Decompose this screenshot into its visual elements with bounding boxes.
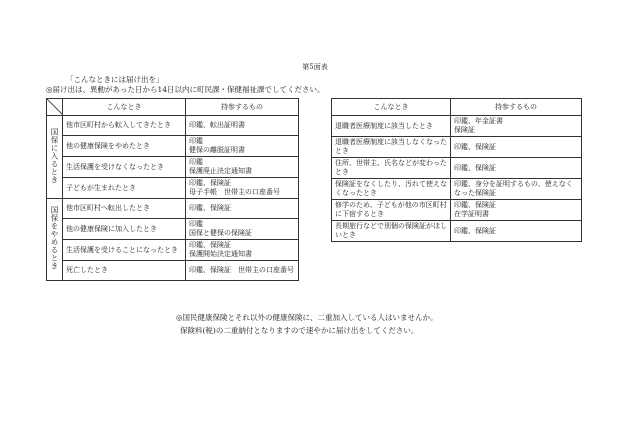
- left-bring-cell: 印鑑 健保の離脱証明書: [186, 136, 299, 157]
- footer-line-2: 保険料(税)の二重納付となりますので速やかに届け出をしてください。: [180, 326, 419, 335]
- table-row: [332, 137, 582, 158]
- table-row: [47, 157, 299, 178]
- left-bring-cell: 印鑑 国保と健保の保険証: [186, 219, 299, 240]
- right-header-bring: 持参するもの: [451, 99, 582, 116]
- left-header-when: こんなとき: [63, 99, 186, 116]
- page-label: 第5面表: [302, 63, 328, 71]
- corner-diagonal: [47, 99, 63, 115]
- left-when-cell: 他の健康保険をやめたとき: [63, 136, 186, 157]
- left-header-bring: 持参するもの: [186, 99, 299, 116]
- table-row: [47, 136, 299, 157]
- table-row: [47, 240, 299, 261]
- table-row: [47, 116, 299, 136]
- right-bring-cell: 印鑑、年金証書 保険証: [451, 116, 582, 137]
- table-row: [332, 158, 582, 179]
- left-bring-cell: 印鑑 保護廃止決定通知書: [186, 157, 299, 178]
- table-row: [332, 116, 582, 137]
- left-bring-cell: 印鑑、転出証明書: [186, 116, 299, 136]
- left-bring-cell: 印鑑、保険証 保護開始決定通知書: [186, 240, 299, 261]
- right-table: [331, 98, 582, 242]
- left-bring-cell: 印鑑、保険証 母子手帳 世帯主の口座番号: [186, 178, 299, 199]
- right-header-when: こんなとき: [332, 99, 451, 116]
- right-when-cell: 修学のため、子どもが他の市区町村に下宿するとき: [332, 200, 451, 221]
- right-when-cell: 長期旅行などで別個の保険証がほしいとき: [332, 221, 451, 242]
- group-in-label: 国保に入るとき: [50, 127, 59, 184]
- right-when-cell: 退職者医療制度に該当しなくなったとき: [332, 137, 451, 158]
- corner-cell: [47, 99, 63, 116]
- right-bring-cell: 印鑑、保険証: [451, 221, 582, 242]
- table-row: [47, 178, 299, 199]
- table-row: [332, 200, 582, 221]
- left-when-cell: 生活保護を受けることになったとき: [63, 240, 186, 261]
- right-when-cell: 住所、世帯主、氏名などが変わったとき: [332, 158, 451, 179]
- right-bring-cell: 印鑑、保険証 在学証明書: [451, 200, 582, 221]
- group-in-cell: [47, 116, 63, 199]
- left-when-cell: 他市区町村へ転出したとき: [63, 199, 186, 219]
- left-when-cell: 他市区町村から転入してきたとき: [63, 116, 186, 136]
- table-row: [47, 219, 299, 240]
- footer-line-1: ◎国民健康保険とそれ以外の健康保険に、二重加入している人はいませんか。: [176, 313, 438, 322]
- left-bring-cell: 印鑑、保険証 世帯主の口座番号: [186, 261, 299, 281]
- section-heading: 「こんなときには届け出を」: [66, 75, 164, 84]
- table-row: [47, 199, 299, 219]
- right-bring-cell: 印鑑、身分を証明するもの、使えなくなった保険証: [451, 179, 582, 200]
- left-when-cell: 生活保護を受けなくなったとき: [63, 157, 186, 178]
- left-when-cell: 子どもが生まれたとき: [63, 178, 186, 199]
- right-when-cell: 退職者医療制度に該当したとき: [332, 116, 451, 137]
- left-when-cell: 死亡したとき: [63, 261, 186, 281]
- table-row: [332, 179, 582, 200]
- left-when-cell: 他の健康保険に加入したとき: [63, 219, 186, 240]
- table-row: [47, 261, 299, 281]
- right-bring-cell: 印鑑、保険証: [451, 137, 582, 158]
- table-row: [332, 221, 582, 242]
- left-table: [46, 98, 299, 281]
- group-out-label: 国保をやめるとき: [50, 206, 59, 270]
- notice-text: ◎届け出は、異動があった日から14日以内に町民課・保健福祉課でしてください。: [46, 85, 325, 94]
- right-bring-cell: 印鑑、保険証: [451, 158, 582, 179]
- group-out-cell: [47, 199, 63, 281]
- left-bring-cell: 印鑑、保険証: [186, 199, 299, 219]
- right-when-cell: 保険証をなくしたり、汚れて使えなくなったとき: [332, 179, 451, 200]
